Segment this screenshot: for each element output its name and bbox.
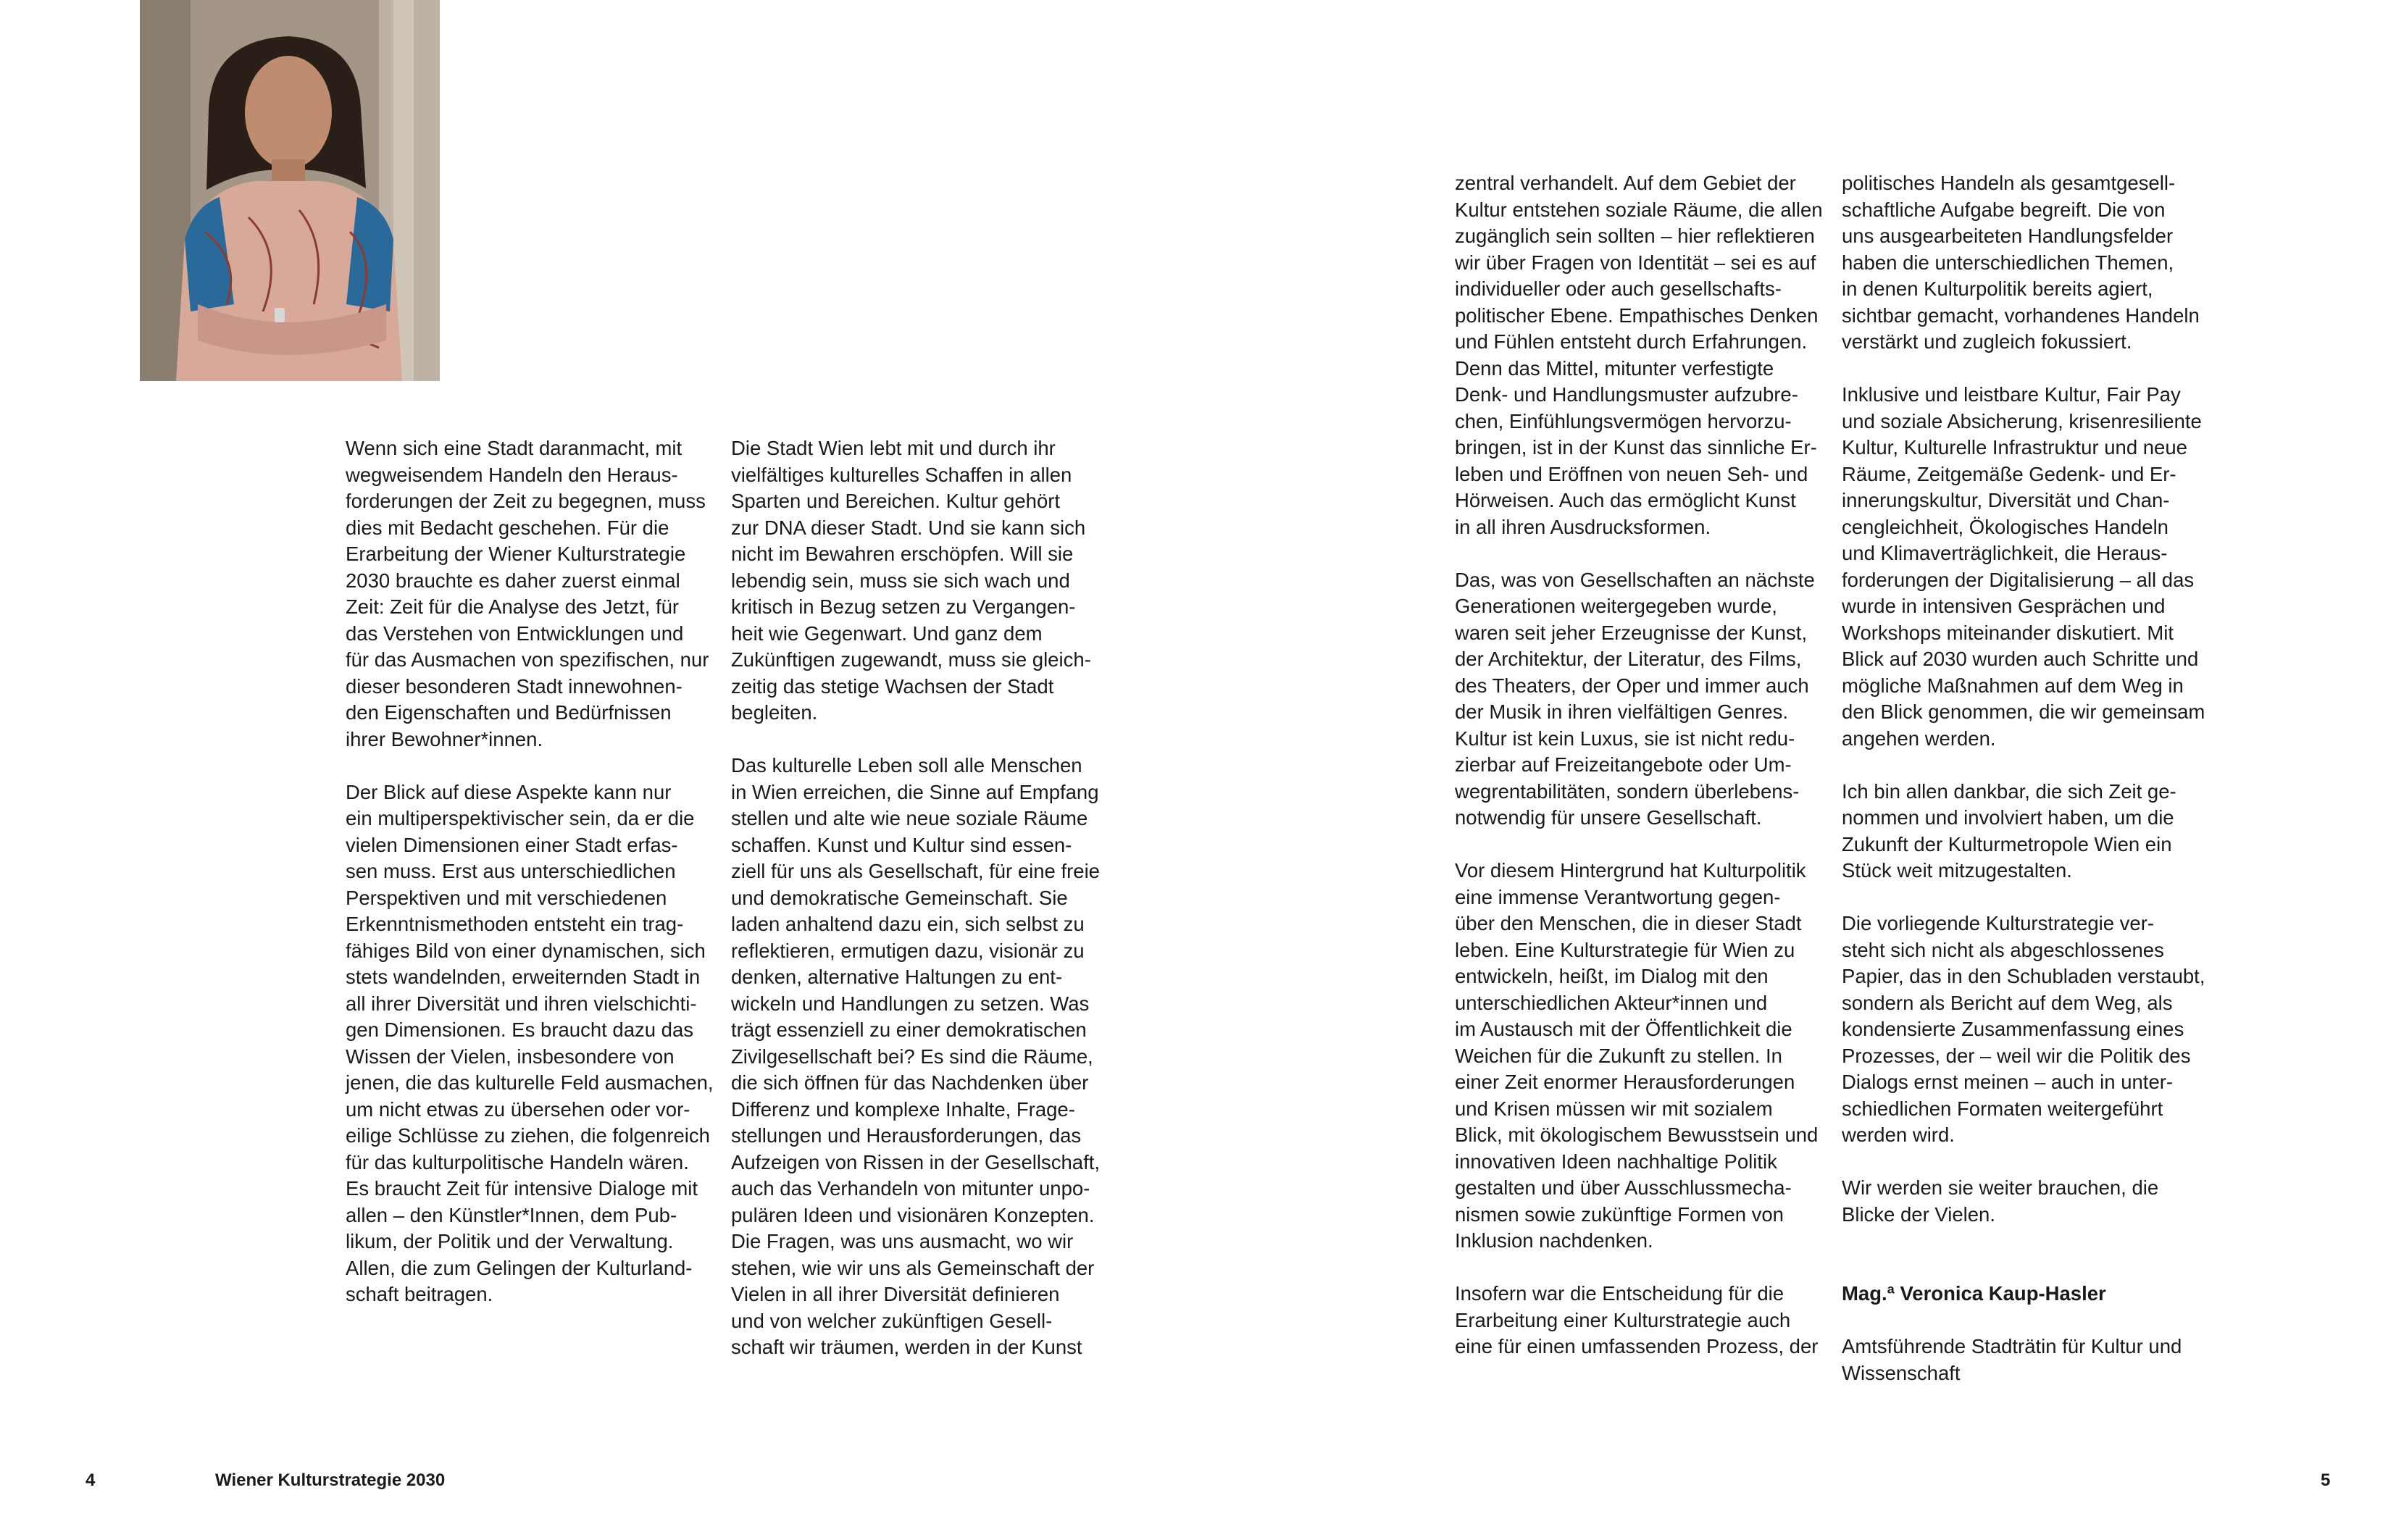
paragraph: Ich bin allen dankbar, die sich Zeit ge- nommen und involviert haben, um die Zukunft der Kulturmetropole Wien ein Stück weit mitzugestalten. — [1842, 779, 2176, 882]
text-column-4 — [1842, 170, 2233, 1413]
text-column-1 — [346, 435, 722, 1308]
text-column-3 — [1455, 170, 1832, 1360]
page-number-left: 4 — [85, 1470, 96, 1490]
paragraph: Die vorliegende Kulturstrategie ver- steht sich nicht als abgeschlossenes Papier, das in den Schubladen verstaubt, sondern als Bericht auf dem Weg, als kondensierte Zusammenfassung eines Prozesses, der – weil wir die Politik des Dialogs ernst meinen – auch in unter- schiedlichen Formaten weitergeführt werden wird. — [1842, 912, 2205, 1146]
paragraph: Inklusive und leistbare Kultur, Fair Pay und soziale Absicherung, krisenresiliente Kultur, Kulturelle Infrastruktur und neue Räume, Zeitgemäße Gedenk- und Er- innerungskultur, Diversität und Chan- cengleichheit, Ökologisches Handeln und Klimaverträglichkeit, die Heraus- forderungen der Digitalisierung – all das wurde in intensiven Gesprächen und Workshops miteinander diskutiert. Mit Blick auf 2030 wurden auch Schritte und mögliche Maßnahmen auf dem Weg in den Blick genommen, die wir gemeinsam angehen werden. — [1842, 383, 2205, 750]
portrait-illustration — [140, 0, 440, 381]
paragraph: politisches Handeln als gesamtgesell- schaftliche Aufgabe begreift. Die von uns ausgearbeiteten Handlungsfelder haben die unterschiedlichen Themen, in denen Kulturpolitik bereits agiert, sichtbar gemacht, vorhandenes Handeln verstärkt und zugleich fokussiert. — [1842, 172, 2200, 353]
signature — [1842, 1255, 2233, 1413]
portrait-photo — [140, 0, 440, 381]
signature-role: Amtsführende Stadträtin für Kultur und Wissenschaft — [1842, 1335, 2182, 1384]
paragraph: Das, was von Gesellschaften an nächste Generationen weitergegeben wurde, waren seit jeher Erzeugnisse der Kunst, der Architektur, der Literatur, des Films, des Theaters, der Oper und immer auch der Musik in ihren vielfältigen Genres. Kultur ist kein Luxus, sie ist nicht redu- zierbar auf Freizeitangebote oder Um- wegrentabilitäten, sondern überlebens- notwendig für unsere Gesellschaft. — [1455, 568, 1815, 829]
paragraph: Die Stadt Wien lebt mit und durch ihr vielfältiges kulturelles Schaffen in allen Sparten und Bereichen. Kultur gehört zur DNA dieser Stadt. Und sie kann sich nicht im Bewahren erschöpfen. Will sie lebendig sein, muss sie sich wach und kritisch in Bezug setzen zu Vergangen- heit wie Gegenwart. Und ganz dem Zukünftigen zugewandt, muss sie gleich- zeitig das stetige Wachsen der Stadt begleiten. — [731, 437, 1091, 724]
paragraph: zentral verhandelt. Auf dem Gebiet der Kultur entstehen soziale Räume, die allen zugänglich sein sollten – hier reflektieren wir über Fragen von Identität – sei es auf individueller oder auch gesellschafts- politischer Ebene. Empathisches Denken und Fühlen entsteht durch Erfahrungen. Denn das Mittel, mitunter verfestigte Denk- und Handlungsmuster aufzubre- chen, Einfühlungsvermögen hervorzu- bringen, ist in der Kunst das sinnliche Er- leben und Eröffnen von neuen Seh- und Hörweisen. Auch das ermöglicht Kunst in all ihren Ausdrucksformen. — [1455, 172, 1823, 538]
signature-name: Mag.ª Veronica Kaup-Hasler — [1842, 1282, 2106, 1305]
paragraph: Wenn sich eine Stadt daranmacht, mit wegweisendem Handeln den Heraus- forderungen der Zeit zu begegnen, muss dies mit Bedacht geschehen. Für die Erarbeitung der Wiener Kulturstrategie 2030 brauchte es daher zuerst einmal Zeit: Zeit für die Analyse des Jetzt, für das Verstehen von Entwicklungen und für das Ausmachen von spezifischen, nur dieser besonderen Stadt innewohnen- den Eigenschaften und Bedürfnissen ihrer Bewohner*innen. — [346, 437, 709, 750]
paragraph: Vor diesem Hintergrund hat Kulturpolitik eine immense Verantwortung gegen- über den Menschen, die in dieser Stadt leben. Eine Kulturstrategie für Wien zu entwickeln, heißt, im Dialog mit den unterschiedlichen Akteur*innen und im Austausch mit der Öffentlichkeit die Weichen für die Zukunft zu stellen. In einer Zeit enormer Herausforderungen und Krisen müssen wir mit sozialem Blick, mit ökologischem Bewusstsein und innovativen Ideen nachhaltige Politik gestalten und über Ausschlussmecha- nismen sowie zukünftige Formen von Inklusion nachdenken. — [1455, 859, 1819, 1252]
paragraph: Insofern war die Entscheidung für die Erarbeitung einer Kulturstrategie auch eine für einen umfassenden Prozess, der — [1455, 1282, 1819, 1357]
paragraph: Der Blick auf diese Aspekte kann nur ein multiperspektivischer sein, da er die vielen Dimensionen einer Stadt erfas- sen muss. Erst aus unterschiedlichen Perspektiven und mit verschiedenen Erkenntnismethoden entsteht ein trag- fähiges Bild von einer dynamischen, sich stets wandelnden, erweiternden Stadt in all ihrer Diversität und ihren vielschichti- gen Dimensionen. Es braucht dazu das Wissen der Vielen, insbesondere von jenen, die das kulturelle Feld ausmachen, um nicht etwas zu übersehen oder vor- eilige Schlüsse zu ziehen, die folgenreich für das kulturpolitische Handeln wären. Es braucht Zeit für intensive Dialoge mit allen – den Künstler*Innen, dem Pub- likum, der Politik und der Verwaltung. Allen, die zum Gelingen der Kulturland- schaft beitragen. — [346, 780, 714, 1305]
paragraph: Das kulturelle Leben soll alle Menschen in Wien erreichen, die Sinne auf Empfang stellen und alte wie neue soziale Räume schaffen. Kunst und Kultur sind essen- ziell für uns als Gesellschaft, für eine freie und demokratische Gemeinschaft. Sie laden anhaltend dazu ein, sich selbst zu reflektieren, ermutigen dazu, visionär zu denken, alternative Haltungen zu ent- wickeln und Handlungen zu setzen. Was trägt essenziell zu einer demokratischen Zivilgesellschaft bei? Es sind die Räume, die sich öffnen für das Nachdenken über Differenz und komplexe Inhalte, Frage- stellungen und Herausforderungen, das Aufzeigen von Rissen in der Gesellschaft, auch das Verhandeln von mitunter unpo- pulären Ideen und visionären Konzepten. Die Fragen, was uns ausmacht, wo wir stehen, wie wir uns als Gemeinschaft der Vielen in all ihrer Diversität definieren und von welcher zukünftigen Gesell- schaft wir träumen, werden in der Kunst — [731, 754, 1101, 1358]
paragraph: Wir werden sie weiter brauchen, die Blicke der Vielen. — [1842, 1176, 2159, 1226]
text-column-2 — [731, 435, 1108, 1361]
page-number-right: 5 — [2321, 1470, 2331, 1490]
footer-title: Wiener Kulturstrategie 2030 — [215, 1470, 446, 1490]
